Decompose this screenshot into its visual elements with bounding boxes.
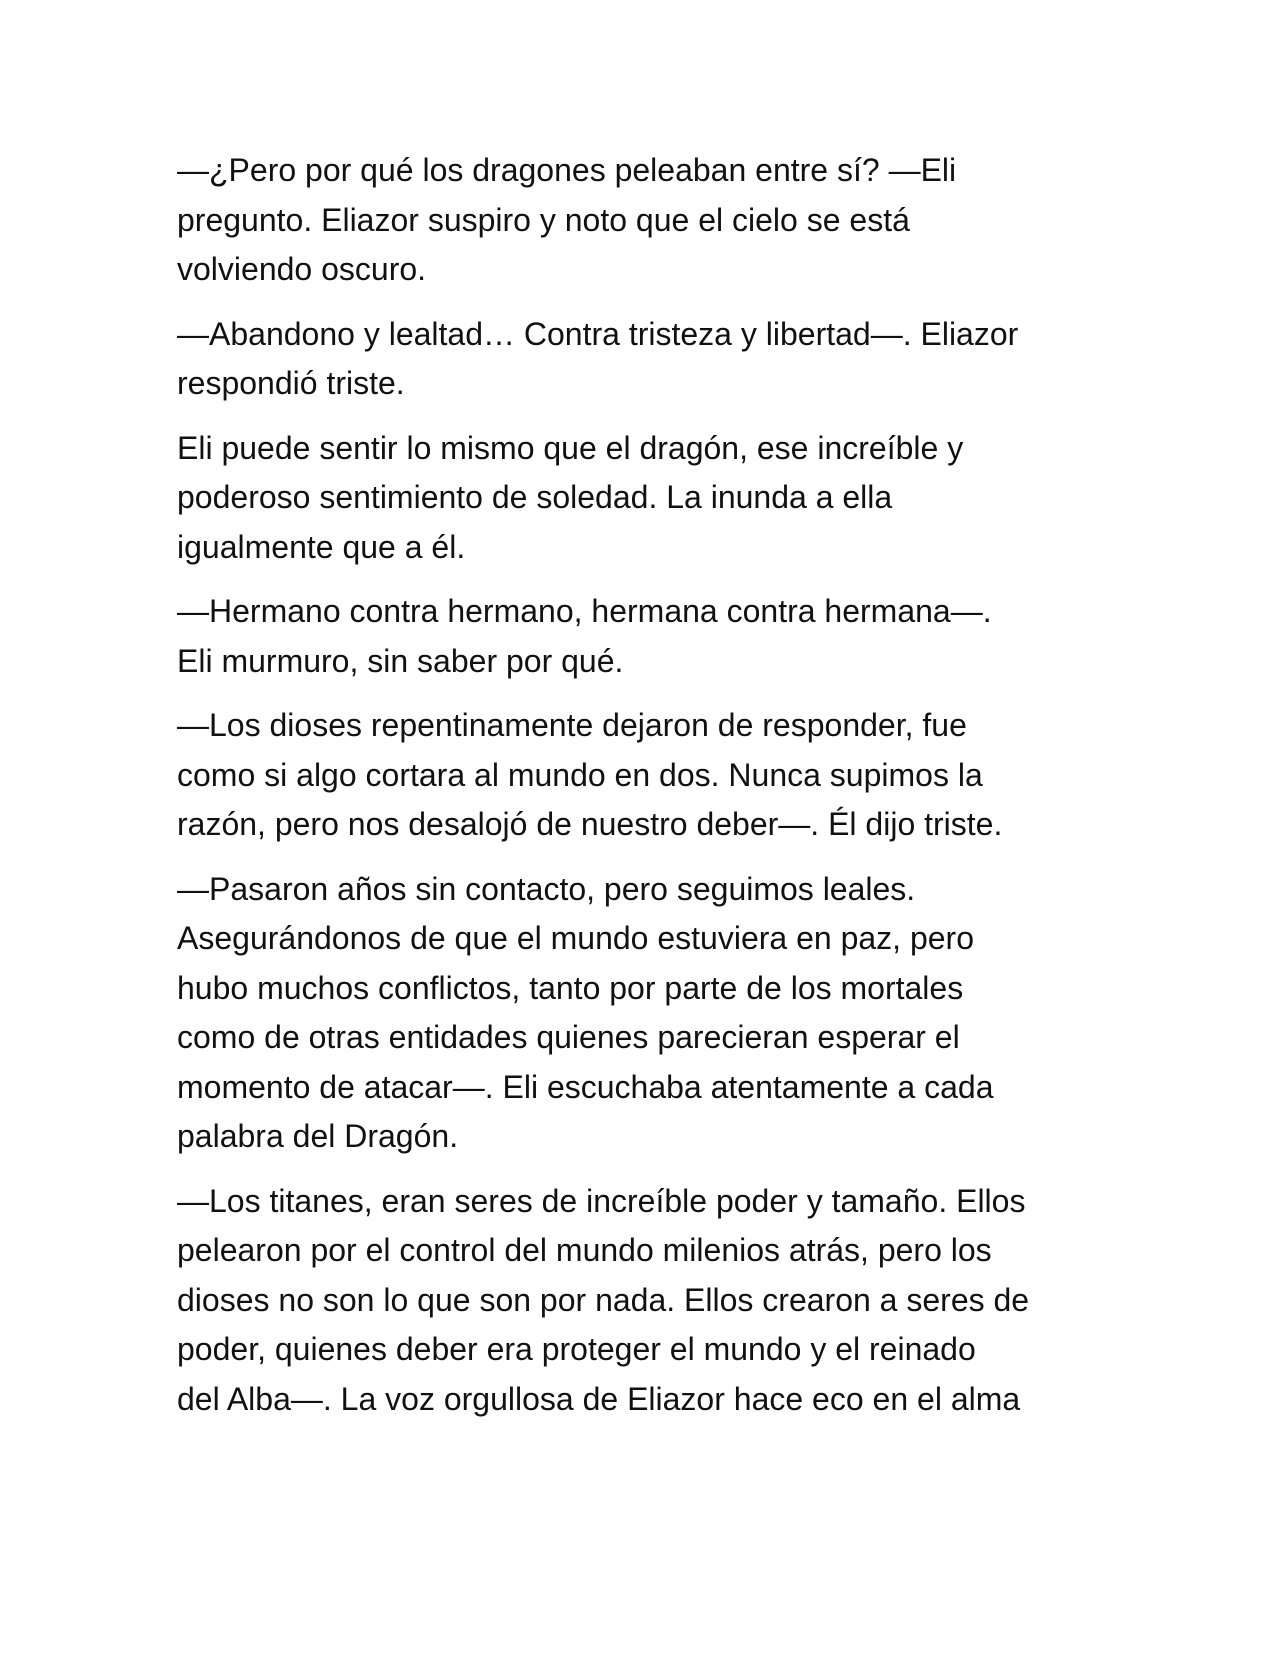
paragraph-4: —Hermano contra hermano, hermana contra hermana—. Eli murmuro, sin saber por qué. — [177, 593, 992, 679]
paragraph-7: —Los titanes, eran seres de increíble poder y tamaño. Ellos pelearon por el control del mundo milenios atrás, pero los dioses no son lo que son por nada. Ellos crearon a seres de poder, quienes deber era proteger el mundo y el reinado del Alba—. La voz orgullosa de Eliazor hace eco en el alma — [177, 1182, 1030, 1417]
paragraph-5: —Los dioses repentinamente dejaron de responder, fue como si algo cortara al mundo en dos. Nunca supimos la razón, pero nos desalojó de nuestro deber—. Él dijo triste. — [177, 707, 1003, 842]
paragraph-6: —Pasaron años sin contacto, pero seguimos leales. Asegurándonos de que el mundo estuviera en paz, pero hubo muchos conflictos, tanto por parte de los mortales como de otras entidades quienes parecieran esperar el momento de atacar—. Eli escuchaba atentamente a cada palabra del Dragón. — [177, 870, 994, 1154]
paragraph-2: —Abandono y lealtad… Contra tristeza y libertad—. Eliazor respondió triste. — [177, 315, 1019, 401]
document-page — [177, 146, 1097, 1439]
paragraph-3: Eli puede sentir lo mismo que el dragón, ese increíble y poderoso sentimiento de soledad. La inunda a ella igualmente que a él. — [177, 429, 964, 565]
paragraph-1: —¿Pero por qué los dragones peleaban entre sí? —Eli pregunto. Eliazor suspiro y noto que el cielo se está volviendo oscuro. — [177, 152, 957, 287]
